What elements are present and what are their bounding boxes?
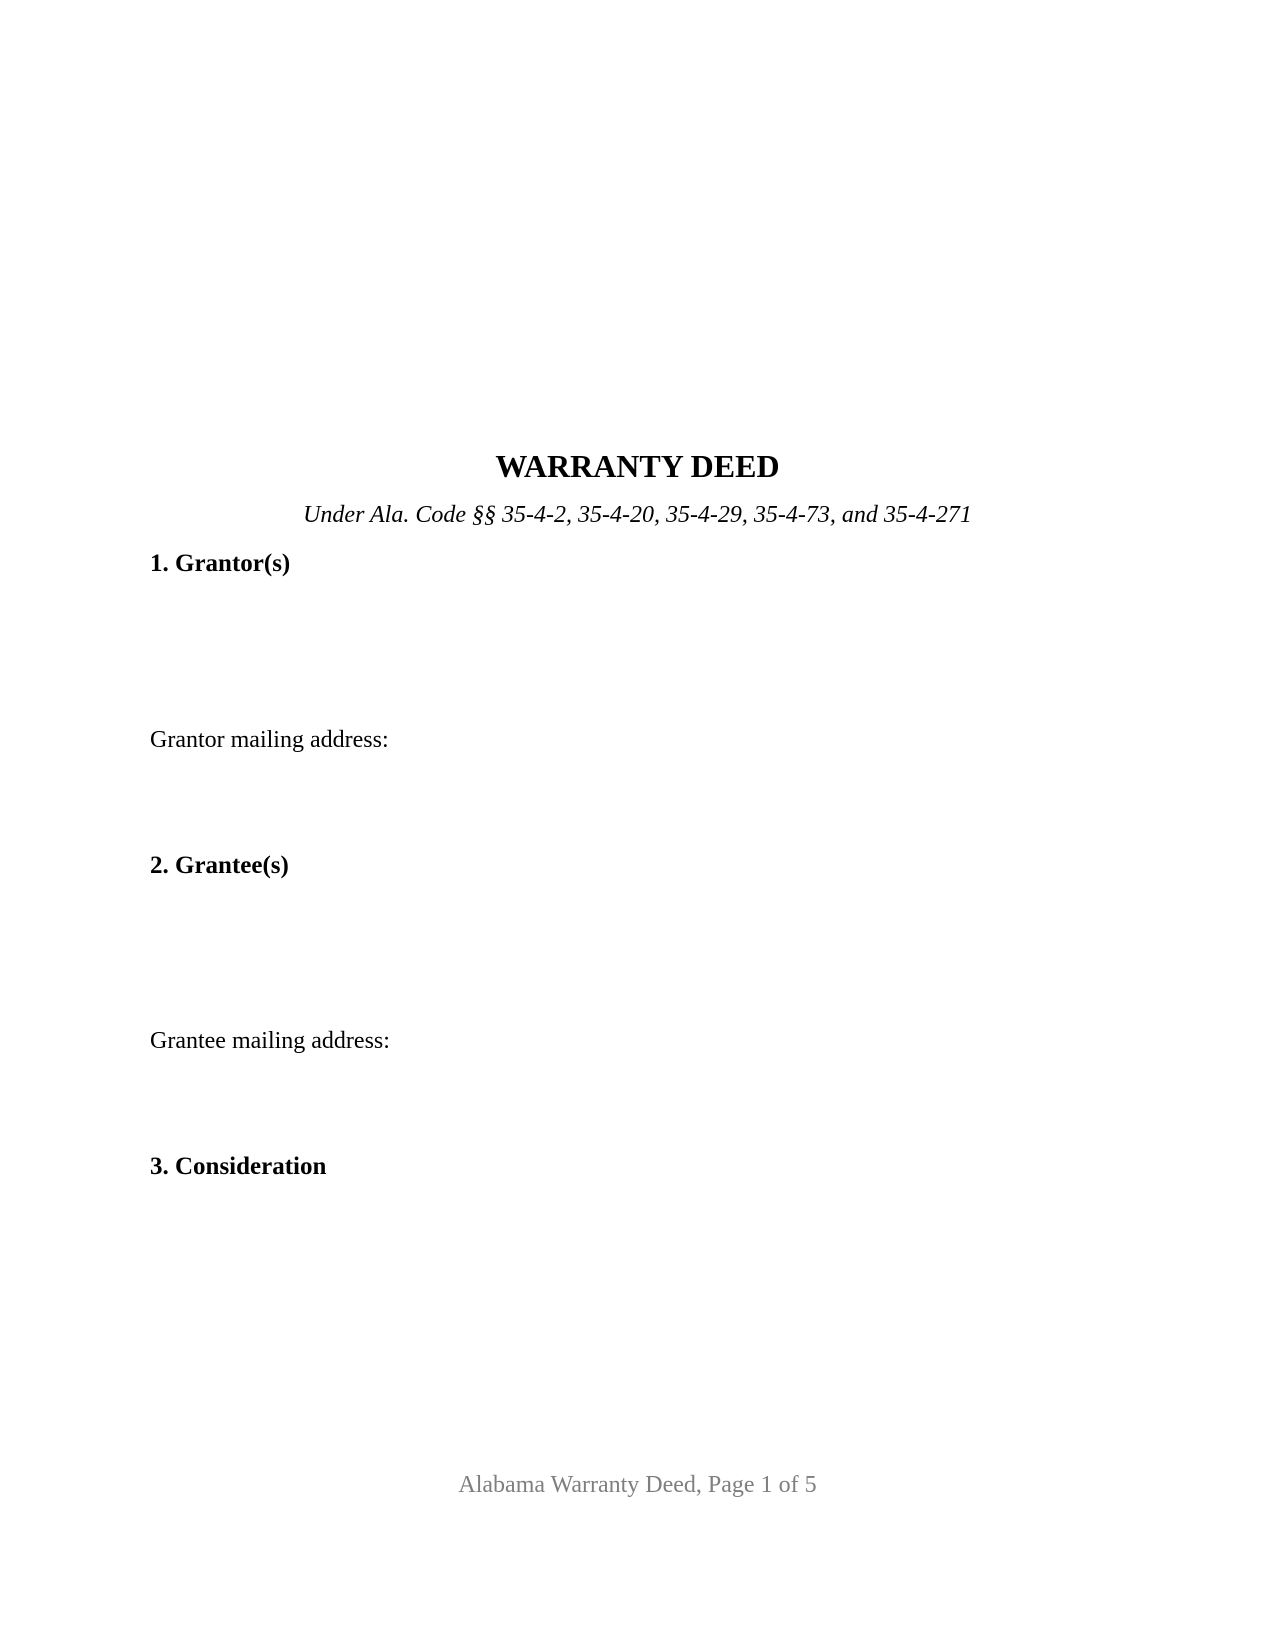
document-title: WARRANTY DEED (495, 448, 780, 484)
page-footer: Alabama Warranty Deed, Page 1 of 5 (458, 1472, 817, 1498)
grantee-heading: 2. Grantee(s) (150, 852, 289, 879)
document-subtitle: Under Ala. Code §§ 35-4-2, 35-4-20, 35-4-29, 35-4-73, and 35-4-271 (303, 502, 972, 528)
grantor-heading: 1. Grantor(s) (150, 550, 291, 577)
grantor-address-label: Grantor mailing address: (150, 727, 389, 753)
grantee-address-label: Grantee mailing address: (150, 1028, 390, 1054)
consideration-heading: 3. Consideration (150, 1153, 327, 1180)
